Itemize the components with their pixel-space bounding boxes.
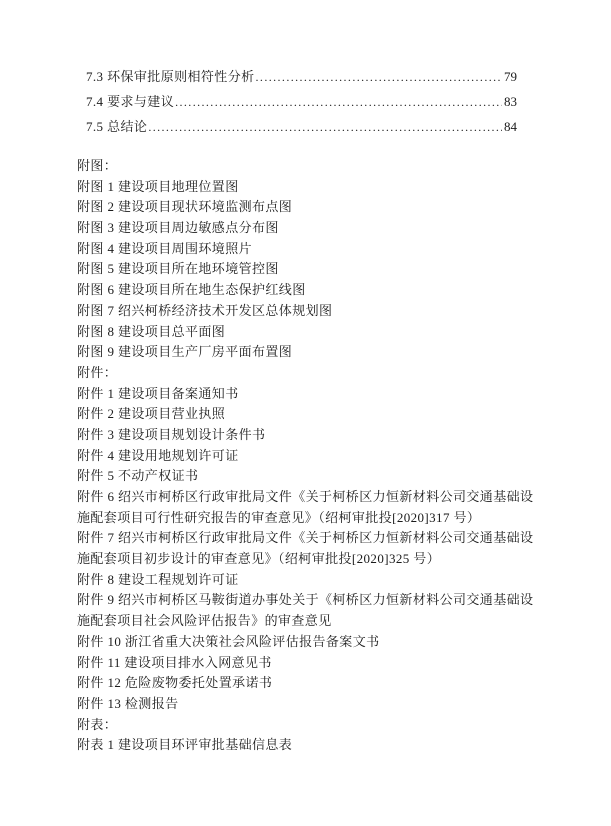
toc-entry-label: 7.4 要求与建议 (86, 94, 175, 109)
appendix-lists (77, 156, 534, 756)
toc-section (86, 66, 517, 141)
toc-page-number: 84 (504, 119, 517, 134)
annex-list-item: 附件 13 检测报告 (77, 695, 179, 711)
annex-list-item: 附件 11 建设项目排水入网意见书 (77, 654, 272, 670)
annex-list-item: 附件 9 绍兴市柯桥区马鞍街道办事处关于《柯桥区力恒新材料公司交通基础设 (77, 592, 534, 608)
annex-list-item: 附件 4 建设用地规划许可证 (77, 447, 239, 463)
annex-list-item: 附件 12 危险废物委托处置承诺书 (77, 675, 273, 691)
tables-heading: 附表： (77, 716, 118, 732)
toc-page-number: 79 (504, 69, 517, 84)
toc-entry-label: 7.3 环保审批原则相符性分析 (86, 69, 255, 84)
annex-list-item: 附件 7 绍兴市柯桥区行政审批局文件《关于柯桥区力恒新材料公司交通基础设 (77, 530, 534, 546)
annex-list-item: 附件 6 绍兴市柯桥区行政审批局文件《关于柯桥区力恒新材料公司交通基础设 (77, 489, 534, 504)
table-list-item: 附表 1 建设项目环评审批基础信息表 (77, 737, 293, 753)
figure-list-item: 附图 8 建设项目总平面图 (77, 323, 226, 339)
toc-leader-dots (175, 94, 502, 110)
figure-list-item: 附图 3 建设项目周边敏感点分布图 (77, 220, 279, 236)
toc-page-number: 83 (504, 94, 517, 109)
annex-list-item: 附件 2 建设项目营业执照 (77, 406, 226, 422)
toc-entry-label: 7.5 总结论 (86, 119, 148, 134)
figure-list-item: 附图 1 建设项目地理位置图 (77, 178, 239, 194)
annex-list-item: 附件 8 建设工程规划许可证 (77, 571, 239, 587)
annex-list-item-continuation: 施配套项目社会风险评估报告》的审查意见 (77, 613, 332, 629)
annex-list-item: 附件 1 建设项目备案通知书 (77, 385, 239, 401)
annex-list-item-continuation: 施配套项目可行性研究报告的审查意见》（绍柯审批投[2020]317 号） (77, 509, 481, 525)
toc-entry (86, 116, 517, 141)
figure-list-item: 附图 5 建设项目所在地环境管控图 (77, 261, 279, 277)
annex-list-item-continuation: 施配套项目初步设计的审查意见》（绍柯审批投[2020]325 号） (77, 551, 441, 567)
toc-entry (86, 66, 517, 91)
figure-list-item: 附图 4 建设项目周围环境照片 (77, 240, 253, 256)
annex-list-item: 附件 5 不动产权证书 (77, 468, 199, 484)
toc-leader-dots (148, 119, 502, 135)
annex-list-item: 附件 3 建设项目规划设计条件书 (77, 426, 266, 442)
annex-list-item: 附件 10 浙江省重大决策社会风险评估报告备案文书 (77, 633, 380, 649)
figure-list-item: 附图 9 建设项目生产厂房平面布置图 (77, 344, 293, 360)
toc-leader-dots (256, 69, 502, 85)
figure-list-item: 附图 6 建设项目所在地生态保护红线图 (77, 282, 306, 298)
figure-list-item: 附图 7 绍兴柯桥经济技术开发区总体规划图 (77, 302, 333, 318)
figures-heading: 附图： (77, 158, 118, 173)
annexes-heading: 附件： (77, 364, 118, 380)
figure-list-item: 附图 2 建设项目现状环境监测布点图 (77, 199, 293, 215)
toc-entry (86, 91, 517, 116)
